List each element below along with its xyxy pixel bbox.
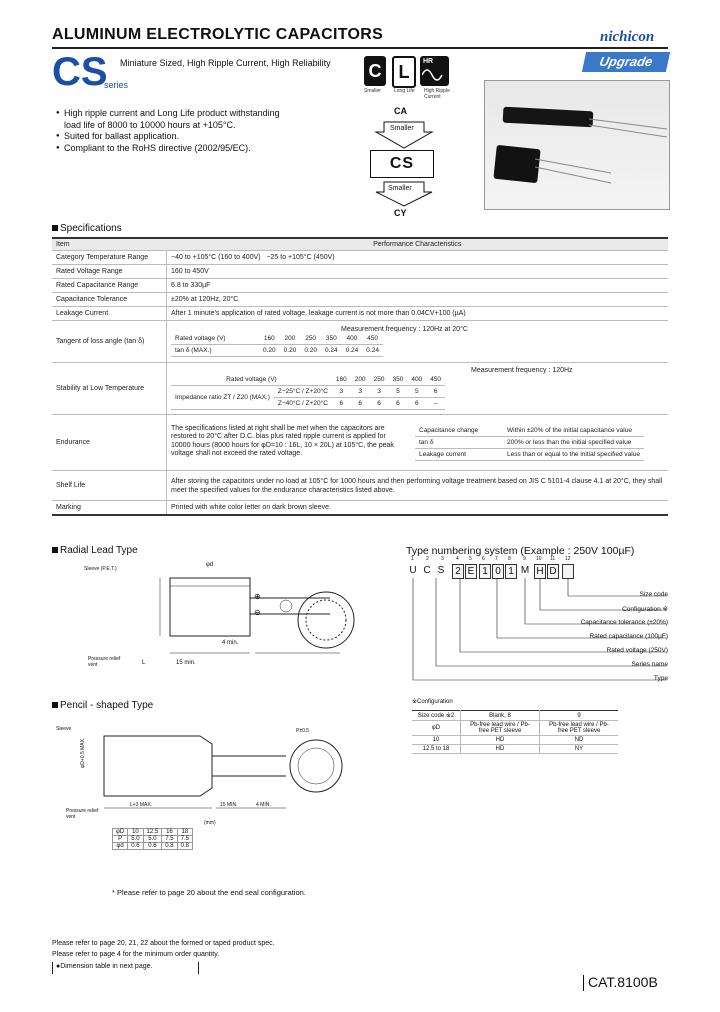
lead-diameter-label: φd xyxy=(206,562,214,568)
badge-caption: Long Life xyxy=(394,88,415,94)
flow-center-box: CS xyxy=(370,150,434,178)
series-label: series xyxy=(104,80,129,90)
dim-cell: 16 xyxy=(162,829,177,836)
dim-cell: 0.8 xyxy=(177,843,192,850)
cfg-sub: Pb-free lead wire / Pb-free PET sleeve xyxy=(461,721,540,736)
voltage-cell: 450 xyxy=(426,374,445,386)
voltage-cell: 200 xyxy=(280,333,301,345)
row-label: Capacitance Tolerance xyxy=(52,293,167,307)
footer-divider xyxy=(198,962,199,974)
cfg-header: 9 xyxy=(540,711,619,721)
endurance-value: Less than or equal to the initial specified value xyxy=(503,448,644,460)
code-index: 6 xyxy=(482,556,485,562)
voltage-cell: 160 xyxy=(259,333,280,345)
impedance-value: 6 xyxy=(351,398,370,410)
dim-cell: 0.6 xyxy=(143,843,162,850)
radial-heading: Radial Lead Type xyxy=(52,545,138,556)
code-char: U xyxy=(409,565,417,576)
cfg-cell: HD xyxy=(461,745,540,754)
code-char: 1 xyxy=(505,564,517,579)
vent-label: Pressure relief vent xyxy=(88,656,121,668)
sleeve-label: Sleeve xyxy=(56,726,72,732)
cfg-cell: HD xyxy=(461,736,540,745)
low-frequency: Measurement frequency : 120Hz xyxy=(471,367,573,374)
col-performance: Performance Characteristics xyxy=(167,238,669,251)
capacitor-image xyxy=(493,145,540,183)
min15-label: 15 MIN. xyxy=(220,802,238,808)
tan-delta-cell xyxy=(167,321,669,363)
row-label: Rated Capacitance Range xyxy=(52,279,167,293)
series-subtitle: Miniature Sized, High Ripple Current, High Reliability xyxy=(120,58,331,68)
impedance-value: 6 xyxy=(332,398,351,410)
upgrade-badge: Upgrade xyxy=(582,52,670,72)
row-label: Leakage Current xyxy=(52,307,167,321)
feature-item: load life of 8000 to 10000 hours at +105°C. xyxy=(64,119,236,130)
code-index: 10 xyxy=(536,556,542,562)
voltage-cell: 450 xyxy=(362,333,383,345)
legend-item: Series name xyxy=(631,661,668,668)
code-index: 5 xyxy=(469,556,472,562)
impedance-value: 3 xyxy=(370,386,389,398)
tan-value: 0.24 xyxy=(321,345,342,357)
feature-item: ● High ripple current and Long Life product withstanding xyxy=(56,108,280,120)
voltage-cell: 160 xyxy=(332,374,351,386)
specifications-heading: Specifications xyxy=(52,223,122,234)
cfg-cell: 10 xyxy=(412,736,461,745)
length-label: L xyxy=(142,660,146,666)
pencil-heading: Pencil - shaped Type xyxy=(52,700,153,711)
impedance-value: 5 xyxy=(388,386,407,398)
code-char: 0 xyxy=(492,564,504,579)
dim-cell: P xyxy=(113,836,128,843)
sine-wave-icon xyxy=(422,68,448,82)
impedance-row-label: Z−25°C / Z+20°C xyxy=(274,386,332,398)
tan-value: 0.24 xyxy=(342,345,363,357)
code-char: E xyxy=(465,564,477,579)
min4-label: 4 min. xyxy=(222,640,239,646)
voltage-cell: 200 xyxy=(351,374,370,386)
min15-label: 15 min. xyxy=(176,660,196,666)
code-index: 4 xyxy=(456,556,459,562)
endurance-label: tan δ xyxy=(415,436,503,448)
endurance-value: Within ±20% of the initial capacitance value xyxy=(503,425,644,437)
row-value: ±20% at 120Hz, 20°C xyxy=(167,293,669,307)
row-value: 6.8 to 330µF xyxy=(167,279,669,293)
plus-icon: ⊕ xyxy=(254,592,261,601)
dim-cell: 12.5 xyxy=(143,829,162,836)
endurance-value: 200% or less than the initial specified value xyxy=(503,436,644,448)
code-char: D xyxy=(547,564,559,579)
legend-item: Configuration ※ xyxy=(622,606,668,613)
vent-label: Pressure relief vent xyxy=(66,808,99,820)
endurance-label: Capacitance change xyxy=(415,425,503,437)
row-label: Rated Voltage Range xyxy=(52,265,167,279)
dim-cell: 0.6 xyxy=(128,843,143,850)
feature-item: ● Suited for ballast application. xyxy=(56,131,280,143)
impedance-row-label: Z−40°C / Z+20°C xyxy=(274,398,332,410)
impedance-value: – xyxy=(426,398,445,410)
code-char: M xyxy=(520,565,530,576)
dim-cell: 7.5 xyxy=(162,836,177,843)
catalog-number: CAT.8100B xyxy=(588,974,658,990)
configuration-title: ※Configuration xyxy=(412,699,453,705)
voltage-cell: 350 xyxy=(388,374,407,386)
impedance-label: Impedance ratio ZT / Z20 (MAX.) xyxy=(171,386,274,410)
lead-wire-icon xyxy=(589,115,669,145)
cfg-cell: NY xyxy=(540,745,619,754)
tan-row-label: tan δ (MAX.) xyxy=(171,345,259,357)
dim-cell: 7.5 xyxy=(177,836,192,843)
impedance-value: 6 xyxy=(370,398,389,410)
unit-label: (mm) xyxy=(204,820,216,826)
code-index: 3 xyxy=(441,556,444,562)
dim-cell: φD xyxy=(113,829,128,836)
code-index: 1 xyxy=(411,556,414,562)
code-index: 12 xyxy=(565,556,571,562)
brand-logo: nichicon xyxy=(600,29,655,45)
specifications-table xyxy=(52,237,668,516)
endurance-table xyxy=(415,425,644,461)
code-char xyxy=(562,564,574,579)
cfg-header: Size code ※2 xyxy=(412,711,461,721)
dim-cell: 10 xyxy=(128,829,143,836)
badge-caption: High Ripple Current xyxy=(424,88,450,100)
tan-value: 0.20 xyxy=(259,345,280,357)
code-index: 11 xyxy=(550,556,556,562)
series-code: CS xyxy=(52,50,108,94)
impedance-value: 5 xyxy=(407,386,426,398)
low-header: Rated voltage (V) xyxy=(171,374,332,386)
flow-arrow-label: Smaller xyxy=(390,125,414,132)
code-char: 1 xyxy=(479,564,491,579)
flow-bottom: CY xyxy=(394,208,407,218)
endurance-cell xyxy=(167,415,669,471)
end-seal-note: * Please refer to page 20 about the end seal configuration. xyxy=(112,888,306,897)
voltage-cell: 400 xyxy=(407,374,426,386)
dim-cell: 18 xyxy=(177,829,192,836)
row-value: 160 to 450V xyxy=(167,265,669,279)
voltage-cell: 400 xyxy=(342,333,363,345)
feature-list xyxy=(56,108,280,154)
cfg-sub: φD xyxy=(412,721,461,736)
legend-item: Type xyxy=(653,675,668,682)
feature-item: ● Compliant to the RoHS directive (2002/95/EC). xyxy=(56,143,280,155)
code-char: C xyxy=(423,565,431,576)
row-value: Printed with white color letter on dark brown sleeve. xyxy=(167,501,669,515)
pitch-label: P±0.5 xyxy=(296,728,310,734)
voltage-cell: 350 xyxy=(321,333,342,345)
dim-cell: 5.0 xyxy=(128,836,143,843)
flow-top: CA xyxy=(394,106,407,116)
impedance-value: 3 xyxy=(332,386,351,398)
impedance-value: 6 xyxy=(426,386,445,398)
minus-icon: ⊖ xyxy=(254,608,261,617)
tan-header: Rated voltage (V) xyxy=(171,333,259,345)
impedance-value: 3 xyxy=(351,386,370,398)
flow-arrow-label: Smaller xyxy=(388,185,412,192)
cfg-header: Blank, 8 xyxy=(461,711,540,721)
voltage-cell: 250 xyxy=(300,333,321,345)
code-char: 2 xyxy=(452,564,464,579)
footer-divider xyxy=(52,962,53,974)
high-ripple-badge-icon: HR xyxy=(420,56,449,86)
configuration-table xyxy=(412,710,618,754)
code-index: 9 xyxy=(523,556,526,562)
cfg-sub: Pb-free lead wire / Pb-free PET sleeve xyxy=(540,721,619,736)
footer-note: Please refer to page 20, 21, 22 about the formed or taped product spec. xyxy=(52,940,275,947)
low-temp-cell xyxy=(167,363,669,415)
code-index: 7 xyxy=(495,556,498,562)
sleeve-label: Sleeve (P.E.T.) xyxy=(84,566,117,572)
legend-item: Capacitance tolerance (±20%) xyxy=(580,619,668,626)
row-value: After storing the capacitors under no load at 105°C for 1000 hours and then performing voltage treatment based on JIS C 5101-4 clause 4.1 at 20°C, they shall meet the specified values for the endurance characteristics listed above. xyxy=(167,471,669,501)
legend-item: Rated capacitance (100µF) xyxy=(589,633,668,640)
tan-value: 0.20 xyxy=(280,345,301,357)
cfg-cell: ND xyxy=(540,736,619,745)
footer-note: Please refer to page 4 for the minimum order quantity. xyxy=(52,951,220,958)
dim-cell: φd xyxy=(113,843,128,850)
type-numbering-heading: Type numbering system (Example : 250V 100µF) xyxy=(406,545,635,557)
row-label: Endurance xyxy=(52,415,167,471)
footer-link[interactable]: ●Dimension table in next page. xyxy=(56,963,153,970)
tan-value: 0.24 xyxy=(362,345,383,357)
tan-value: 0.20 xyxy=(300,345,321,357)
cfg-cell: 12.5 to 18 xyxy=(412,745,461,754)
diameter-max-label: φD+0.5 MAX. xyxy=(80,737,86,768)
dimension-table xyxy=(112,828,193,850)
row-value: After 1 minute's application of rated voltage, leakage current is not more than 0.04CV+100 (µA) xyxy=(167,307,669,321)
impedance-value: 6 xyxy=(388,398,407,410)
badge-caption: Smaller xyxy=(364,88,381,94)
row-label: Category Temperature Range xyxy=(52,251,167,265)
voltage-cell: 250 xyxy=(370,374,389,386)
low-temp-table xyxy=(171,374,445,410)
page-title: ALUMINUM ELECTROLYTIC CAPACITORS xyxy=(52,26,384,43)
col-item: Item xyxy=(52,238,167,251)
dim-cell: 0.8 xyxy=(162,843,177,850)
tan-delta-table xyxy=(171,333,383,357)
dim-cell: 5.0 xyxy=(143,836,162,843)
legend-item: Size code xyxy=(639,591,668,598)
min4-label: 4 MIN. xyxy=(256,802,271,808)
endurance-label: Leakage current xyxy=(415,448,503,460)
endurance-text: The specifications listed at right shall be met when the capacitors are restored to 20°C after D.C. bias plus rated ripple current is applied for 10000 hours (8000 hours for φD=10 : 16L, 10 × 20L) at 105°C, the peak voltage shall not exceed the rated voltage. xyxy=(171,424,394,457)
row-label: Shelf Life xyxy=(52,471,167,501)
row-label: Stability at Low Temperature xyxy=(52,363,167,415)
code-char: S xyxy=(437,565,445,576)
code-index: 2 xyxy=(426,556,429,562)
product-photo xyxy=(484,80,670,210)
capacitor-image xyxy=(503,107,594,128)
impedance-value: 6 xyxy=(407,398,426,410)
lead-wire-icon xyxy=(535,155,615,195)
title-rule xyxy=(52,47,668,49)
smaller-badge-icon: C xyxy=(364,56,386,86)
tan-frequency: Measurement frequency : 120Hz at 20°C xyxy=(341,326,468,333)
legend-item: Rated voltage (250V) xyxy=(606,647,668,654)
length-max-label: L+3 MAX. xyxy=(130,802,153,808)
row-label: Tangent of loss angle (tan δ) xyxy=(52,321,167,363)
code-char: H xyxy=(534,564,546,579)
row-value: −40 to +105°C (160 to 400V) −25 to +105°C (450V) xyxy=(167,251,669,265)
code-index: 8 xyxy=(508,556,511,562)
row-label: Marking xyxy=(52,501,167,515)
long-life-badge-icon: L xyxy=(392,56,416,88)
